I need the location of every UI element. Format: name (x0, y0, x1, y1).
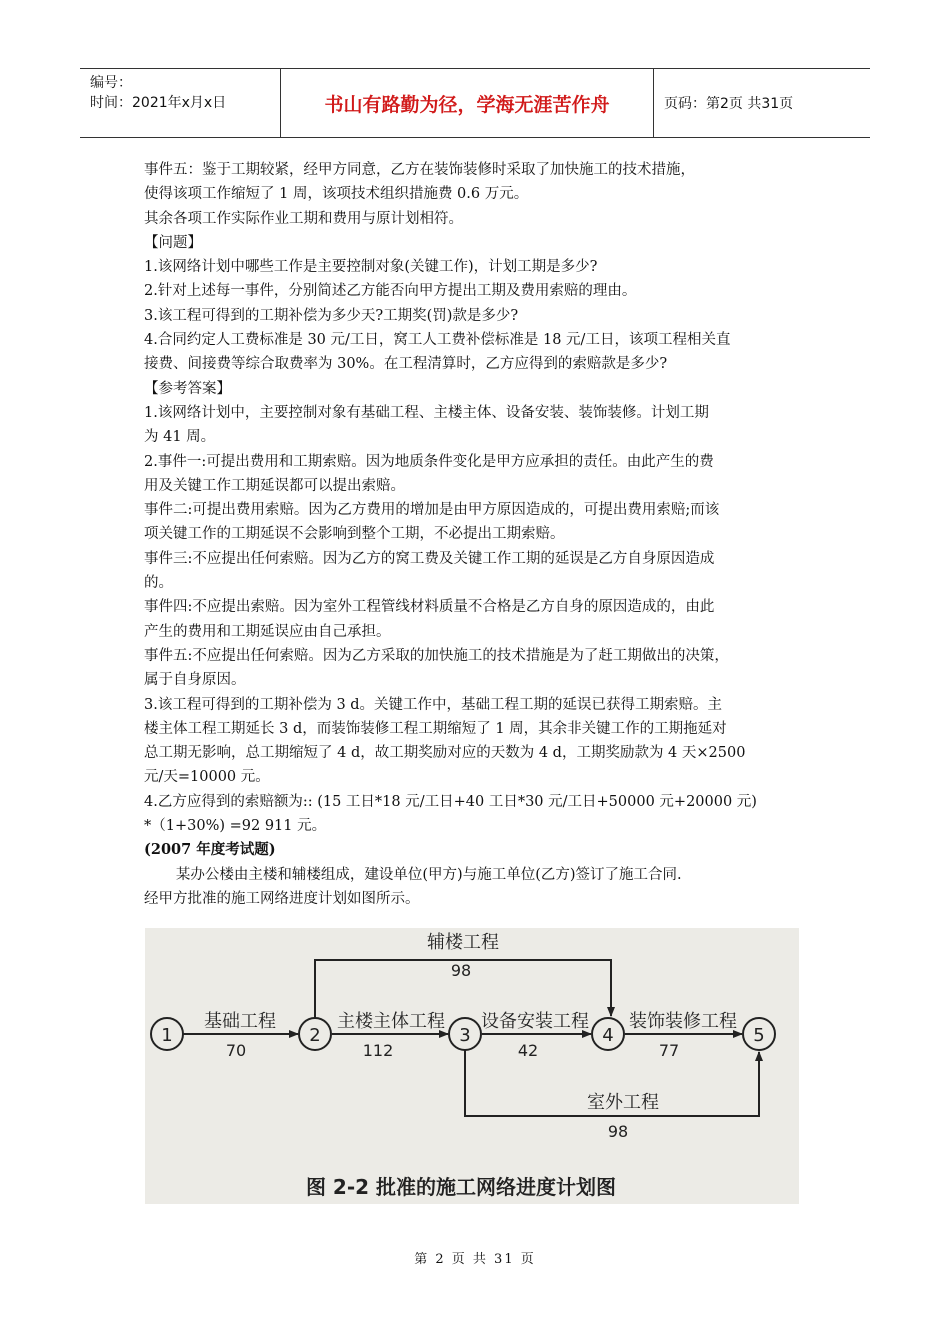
answer-line: 4.乙方应得到的索赔额为:: (15 工日*18 元/工日+40 工日*30 元/工日+50000 元+20000 元) (144, 793, 757, 810)
answer-line: 事件四:不应提出索赔。因为室外工程管线材料质量不合格是乙方自身的原因造成的，由此 (144, 599, 715, 616)
answer-line: 楼主体工程工期延长 3 d，而装饰装修工程工期缩短了 1 周，其余非关键工作的工期拖延对 (144, 720, 727, 737)
question-3: 3.该工程可得到的工期补偿为多少天?工期奖(罚)款是多少? (144, 307, 519, 324)
number-label: 编号： (90, 75, 132, 91)
header-page-info: 页码：第2页 共31页 (664, 96, 794, 112)
question-1: 1.该网络计划中哪些工作是主要控制对象(关键工作)，计划工期是多少? (144, 259, 598, 276)
document-body (144, 158, 810, 911)
intro-line: 经甲方批准的施工网络进度计划如图所示。 (144, 890, 420, 907)
answer-line: 1.该网络计划中，主要控制对象有基础工程、主楼主体、设备安装、装饰装修。计划工期 (144, 404, 709, 421)
activity-name: 设备安装工程 (481, 1011, 589, 1032)
answer-line: 2.事件一:可提出费用和工期索赔。因为地质条件变化是甲方应承担的责任。由此产生的费 (144, 453, 714, 470)
activity-duration: 77 (658, 1041, 680, 1060)
answer-line: 元/天=10000 元。 (144, 769, 270, 786)
activity-duration: 42 (517, 1041, 539, 1060)
node-label: 2 (309, 1025, 321, 1046)
activity-name: 辅楼工程 (427, 932, 499, 953)
activity-duration: 70 (225, 1041, 247, 1060)
answer-line: 的。 (144, 575, 173, 592)
questions-heading: 【问题】 (144, 234, 202, 251)
section-title: (2007 年度考试题) (144, 841, 276, 859)
header-meta (80, 69, 280, 137)
answer-line: 3.该工程可得到的工期补偿为 3 d。关键工作中，基础工程工期的延误已获得工期索赔。主 (144, 696, 723, 713)
question-4-line: 接费、间接费等综合取费率为 30%。在工程清算时，乙方应得到的索赔款是多少? (144, 356, 668, 373)
page-header (80, 68, 870, 138)
answer-line: 事件五:不应提出任何索赔。因为乙方采取的加快施工的技术措施是为了赶工期做出的决策， (144, 647, 729, 664)
page-footer: 第 2 页 共 31 页 (414, 1252, 536, 1267)
question-2: 2.针对上述每一事件，分别简述乙方能否向甲方提出工期及费用索赔的理由。 (144, 283, 637, 300)
network-diagram-figure (145, 928, 799, 1204)
answer-line: *（1+30%) =92 911 元。 (144, 818, 327, 835)
activity-duration: 98 (607, 1122, 629, 1141)
body-line: 事件五：鉴于工期较紧，经甲方同意，乙方在装饰装修时采取了加快施工的技术措施， (144, 162, 695, 178)
node-label: 1 (161, 1025, 173, 1046)
answer-line: 产生的费用和工期延误应由自己承担。 (144, 623, 391, 640)
answer-line: 总工期无影响，总工期缩短了 4 d，故工期奖励对应的天数为 4 d，工期奖励款为 4 天×2500 (144, 745, 746, 762)
activity-name: 装饰装修工程 (629, 1011, 737, 1032)
answers-heading: 【参考答案】 (144, 380, 231, 397)
activity-name: 基础工程 (204, 1011, 276, 1032)
answer-line: 属于自身原因。 (144, 672, 246, 689)
activity-name: 室外工程 (587, 1092, 659, 1113)
activity-duration: 98 (450, 961, 472, 980)
node-label: 5 (753, 1025, 765, 1046)
question-4-line: 4.合同约定人工费标准是 30 元/工日，窝工人工费补偿标准是 18 元/工日，该项工程相关直 (144, 332, 731, 349)
answer-line: 事件二:可提出费用索赔。因为乙方费用的增加是由甲方原因造成的，可提出费用索赔;而该 (144, 502, 720, 519)
answer-line: 事件三:不应提出任何索赔。因为乙方的窝工费及关键工作工期的延误是乙方自身原因造成 (144, 550, 715, 567)
body-line: 其余各项工作实际作业工期和费用与原计划相符。 (144, 210, 463, 227)
node-label: 3 (459, 1025, 471, 1046)
intro-line: 某办公楼由主楼和辅楼组成，建设单位(甲方)与施工单位(乙方)签订了施工合同. (175, 866, 682, 883)
activity-name: 主楼主体工程 (337, 1011, 445, 1032)
node-label: 4 (602, 1025, 614, 1046)
activity-duration: 112 (362, 1041, 394, 1060)
answer-line: 项关键工作的工期延误不会影响到整个工期，不必提出工期索赔。 (144, 526, 565, 543)
network-diagram (145, 928, 799, 1204)
header-motto: 书山有路勤为径，学海无涯苦作舟 (280, 69, 654, 137)
figure-caption: 图 2-2 批准的施工网络进度计划图 (305, 1175, 617, 1199)
date-label: 时间：2021年x月x日 (90, 95, 227, 111)
body-line: 使得该项工作缩短了 1 周，该项技术组织措施费 0.6 万元。 (144, 186, 529, 203)
answer-line: 用及关键工作工期延误都可以提出索赔。 (144, 477, 405, 494)
answer-line: 为 41 周。 (144, 429, 216, 446)
